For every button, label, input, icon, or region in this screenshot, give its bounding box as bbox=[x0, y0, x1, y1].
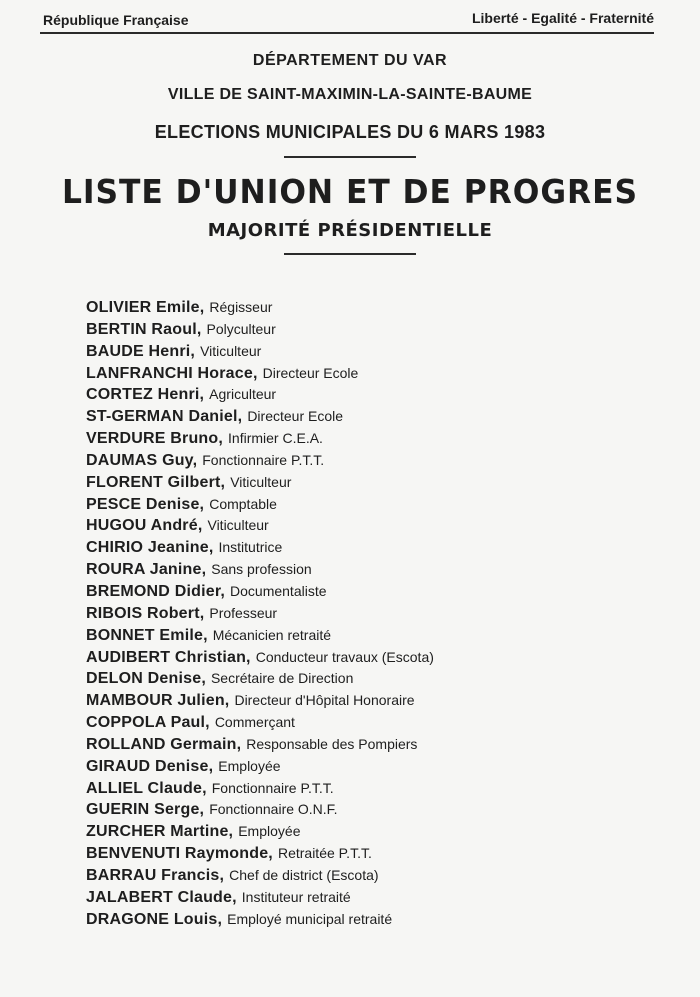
candidate-profession: Conducteur travaux (Escota) bbox=[255, 648, 434, 665]
candidate-name: OLIVIER Emile, bbox=[86, 299, 205, 316]
candidate-profession: Fonctionnaire P.T.T. bbox=[202, 451, 325, 468]
candidate-profession: Secrétaire de Direction bbox=[210, 670, 354, 687]
list-item bbox=[86, 843, 434, 865]
list-subtitle: MAJORITÉ PRÉSIDENTIELLE bbox=[207, 220, 493, 241]
list-item bbox=[86, 756, 434, 778]
candidate-name: BERTIN Raoul, bbox=[86, 320, 202, 338]
candidate-name: BARRAU Francis, bbox=[86, 866, 225, 884]
department-heading: DÉPARTEMENT DU VAR bbox=[252, 52, 448, 69]
candidate-list bbox=[86, 297, 434, 930]
list-item bbox=[86, 537, 434, 559]
candidate-profession: Documentaliste bbox=[230, 582, 327, 599]
list-item bbox=[86, 625, 434, 647]
list-item bbox=[86, 319, 434, 341]
divider-top bbox=[284, 156, 416, 158]
candidate-profession: Employée bbox=[218, 757, 281, 774]
candidate-profession: Infirmier C.E.A. bbox=[228, 430, 323, 447]
candidate-profession: Retraitée P.T.T. bbox=[277, 845, 372, 862]
candidate-profession: Commerçant bbox=[214, 714, 295, 731]
candidate-profession: Comptable bbox=[209, 495, 277, 512]
candidate-name: AUDIBERT Christian, bbox=[86, 648, 251, 666]
candidate-profession: Viticulteur bbox=[200, 342, 262, 359]
candidate-profession: Chef de district (Escota) bbox=[229, 866, 379, 883]
header-bar bbox=[40, 8, 654, 34]
candidate-profession: Employée bbox=[238, 823, 301, 840]
list-item bbox=[86, 690, 434, 712]
list-item bbox=[86, 778, 434, 800]
candidate-profession: Viticulteur bbox=[230, 473, 292, 490]
list-item bbox=[86, 668, 434, 690]
candidate-name: ROLLAND Germain, bbox=[86, 735, 242, 753]
list-item bbox=[86, 581, 434, 603]
list-item bbox=[86, 406, 434, 428]
header-left: République Française bbox=[43, 12, 189, 28]
candidate-name: COPPOLA Paul, bbox=[86, 714, 210, 732]
candidate-name: PESCE Denise, bbox=[86, 495, 205, 513]
candidate-name: FLORENT Gilbert, bbox=[86, 473, 226, 491]
candidate-name: GIRAUD Denise, bbox=[86, 757, 214, 775]
candidate-profession: Responsable des Pompiers bbox=[246, 735, 418, 752]
candidate-name: BENVENUTI Raymonde, bbox=[86, 845, 273, 863]
list-item bbox=[86, 647, 434, 669]
list-item bbox=[86, 712, 434, 734]
candidate-name: CORTEZ Henri, bbox=[86, 386, 205, 404]
list-item bbox=[86, 363, 434, 385]
candidate-name: JALABERT Claude, bbox=[86, 888, 237, 906]
candidate-name: VERDURE Bruno, bbox=[86, 430, 224, 448]
candidate-profession: Fonctionnaire P.T.T. bbox=[211, 779, 334, 796]
divider-bottom bbox=[284, 253, 416, 255]
list-item bbox=[86, 603, 434, 625]
candidate-name: DAUMAS Guy, bbox=[86, 451, 198, 469]
candidate-name: MAMBOUR Julien, bbox=[86, 692, 230, 710]
candidate-name: BAUDE Henri, bbox=[86, 342, 196, 360]
candidate-name: RIBOIS Robert, bbox=[86, 604, 205, 622]
candidate-name: LANFRANCHI Horace, bbox=[86, 364, 258, 382]
candidate-profession: Polyculteur bbox=[206, 320, 276, 337]
candidate-name: ROURA Janine, bbox=[86, 561, 207, 579]
candidate-name: DRAGONE Louis, bbox=[86, 910, 223, 928]
candidate-profession: Viticulteur bbox=[207, 517, 269, 534]
list-item bbox=[86, 384, 434, 406]
list-item bbox=[86, 821, 434, 843]
town-heading: VILLE DE SAINT-MAXIMIN-LA-SAINTE-BAUME bbox=[167, 86, 533, 103]
list-item bbox=[86, 472, 434, 494]
list-item bbox=[86, 909, 434, 931]
list-title: LISTE D'UNION ET DE PROGRES bbox=[61, 172, 639, 211]
candidate-profession: Professeur bbox=[209, 604, 278, 621]
candidate-profession: Instituteur retraité bbox=[241, 888, 351, 905]
candidate-profession: Directeur Ecole bbox=[247, 408, 344, 425]
candidate-name: CHIRIO Jeanine, bbox=[86, 539, 214, 557]
header-motto: Liberté - Egalité - Fraternité bbox=[471, 10, 654, 26]
candidate-name: DELON Denise, bbox=[86, 670, 206, 688]
candidate-name: HUGOU André, bbox=[86, 517, 203, 535]
candidate-profession: Directeur Ecole bbox=[262, 364, 359, 381]
list-item bbox=[86, 428, 434, 450]
list-item bbox=[86, 887, 434, 909]
candidate-name: BREMOND Didier, bbox=[86, 582, 226, 600]
list-item bbox=[86, 341, 434, 363]
list-item bbox=[86, 865, 434, 887]
candidate-profession: Fonctionnaire O.N.F. bbox=[209, 801, 338, 818]
candidate-name: ZURCHER Martine, bbox=[86, 823, 234, 841]
candidate-name: ALLIEL Claude, bbox=[86, 779, 207, 797]
list-item bbox=[86, 559, 434, 581]
list-item bbox=[86, 734, 434, 756]
candidate-profession: Mécanicien retraité bbox=[212, 626, 332, 643]
list-item bbox=[86, 494, 434, 516]
candidate-profession: Régisseur bbox=[209, 299, 273, 315]
candidate-name: ST-GERMAN Daniel, bbox=[86, 408, 243, 426]
candidate-profession: Sans profession bbox=[211, 561, 312, 578]
candidate-name: GUERIN Serge, bbox=[86, 801, 205, 819]
candidate-profession: Directeur d'Hôpital Honoraire bbox=[234, 692, 415, 709]
election-heading: ELECTIONS MUNICIPALES DU 6 MARS 1983 bbox=[154, 122, 546, 142]
candidate-profession: Employé municipal retraité bbox=[227, 910, 393, 927]
list-item bbox=[86, 799, 434, 821]
list-item bbox=[86, 515, 434, 537]
candidate-name: BONNET Emile, bbox=[86, 626, 208, 644]
candidate-profession: Agriculteur bbox=[209, 386, 277, 403]
list-item bbox=[86, 450, 434, 472]
list-item bbox=[86, 297, 434, 319]
candidate-profession: Institutrice bbox=[218, 539, 283, 556]
